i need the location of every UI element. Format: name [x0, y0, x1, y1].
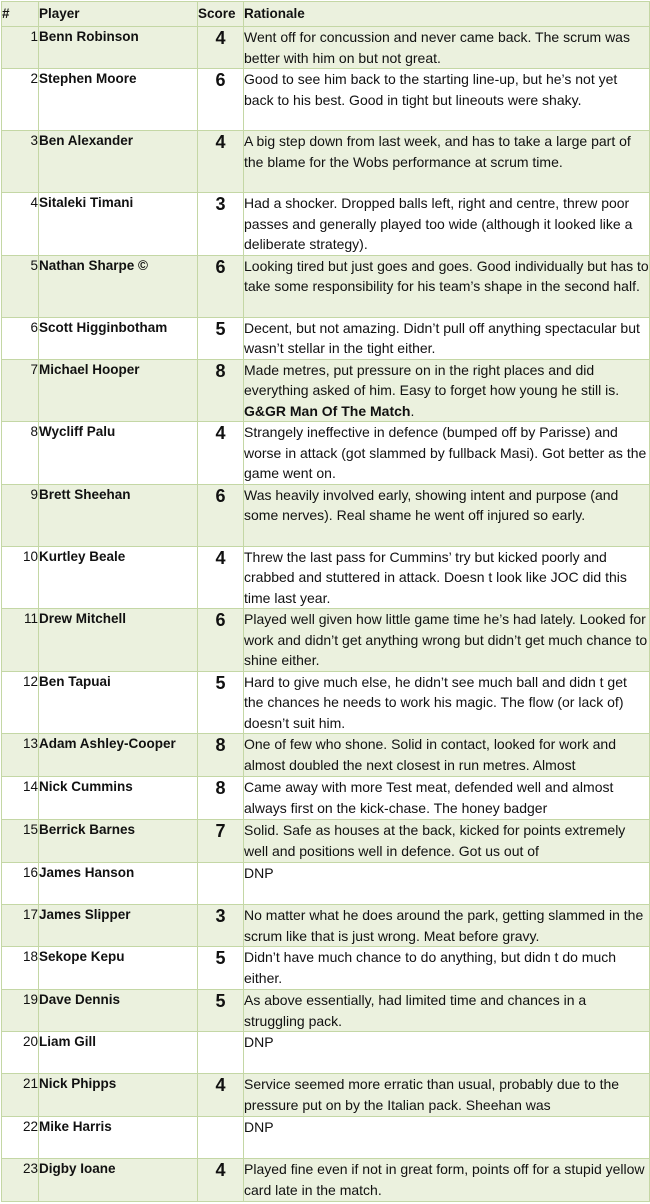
row-number: 9	[2, 484, 39, 546]
rationale-body: Strangely ineffective in defence (bumped off by Parisse) and worse in attack (got slammed by fullback Masi). Got better as the game went on.	[244, 424, 647, 481]
row-number: 7	[2, 359, 39, 422]
table-row	[2, 484, 650, 546]
row-number: 5	[2, 255, 39, 317]
table-row	[2, 1074, 650, 1117]
rationale-text	[244, 820, 650, 863]
player-name: Drew Mitchell	[39, 609, 198, 672]
rationale-body: Played well given how little game time he’s had lately. Looked for work and didn’t get anything wrong but didn’t get much chance to shine either.	[244, 611, 648, 668]
player-score: 5	[198, 671, 244, 734]
player-name: Kurtley Beale	[39, 546, 198, 609]
rationale-text	[244, 1159, 650, 1202]
rationale-text	[244, 546, 650, 609]
row-number: 19	[2, 990, 39, 1032]
table-row	[2, 546, 650, 609]
rationale-body: Made metres, put pressure on in the right places and did everything asked of him. Easy to forget how young he still is.	[244, 361, 620, 398]
row-number: 23	[2, 1159, 39, 1202]
player-name: Nick Cummins	[39, 777, 198, 820]
row-number: 16	[2, 863, 39, 905]
player-name: Adam Ashley-Cooper	[39, 734, 198, 777]
rationale-body: Solid. Safe as houses at the back, kicked for points extremely well and positions well in defence. Got us out of	[244, 822, 626, 859]
player-name: Digby Ioane	[39, 1159, 198, 1202]
player-name: Sekope Kepu	[39, 947, 198, 990]
column-header-rationale: Rationale	[244, 2, 650, 27]
player-score	[198, 1117, 244, 1159]
rationale-body: Hard to give much else, he didn’t see much ball and didn t get the chances he needs to work his magic. The flow (or lack of) doesn’t suit him.	[244, 673, 627, 731]
player-score: 5	[198, 317, 244, 359]
player-name: James Slipper	[39, 905, 198, 947]
rationale-text	[244, 863, 650, 905]
rationale-body: Had a shocker. Dropped balls left, right and centre, threw poor passes and generally played too wide (although it looked like a deliberate strategy).	[244, 195, 633, 252]
player-name: Stephen Moore	[39, 69, 198, 131]
rationale-text	[244, 609, 650, 672]
rationale-body: Was heavily involved early, showing intent and purpose (and some nerves). Real shame he went off injured so early.	[244, 486, 619, 523]
rationale-body: Threw the last pass for Cummins’ try but kicked poorly and crabbed and stuttered in attack. Doesn t look like JOC did this time last year.	[244, 548, 627, 606]
rationale-body: Didn’t have much chance to do anything, but didn t do much either.	[244, 949, 617, 986]
player-name: Scott Higginbotham	[39, 317, 198, 359]
player-name: Michael Hooper	[39, 359, 198, 422]
rationale-body: Decent, but not amazing. Didn’t pull off anything spectacular but wasn’t stellar in the tight either.	[244, 319, 640, 356]
player-name: Liam Gill	[39, 1032, 198, 1074]
player-name: Dave Dennis	[39, 990, 198, 1032]
table-row	[2, 27, 650, 69]
player-score: 5	[198, 947, 244, 990]
table-row	[2, 947, 650, 990]
rationale-body: DNP	[244, 1119, 274, 1135]
player-score: 7	[198, 820, 244, 863]
table-row	[2, 734, 650, 777]
rationale-body: Good to see him back to the starting line-up, but he’s not yet back to his best. Good in tight but lineouts were shaky.	[244, 71, 618, 108]
rationale-text	[244, 947, 650, 990]
header-row	[2, 2, 650, 27]
player-score: 3	[198, 905, 244, 947]
rationale-body: Service seemed more erratic than usual, probably due to the pressure put on by the Italian pack. Sheehan was	[244, 1076, 620, 1113]
player-score: 4	[198, 422, 244, 485]
player-name: Sitaleki Timani	[39, 193, 198, 256]
table-row	[2, 990, 650, 1032]
row-number: 10	[2, 546, 39, 609]
player-score: 3	[198, 193, 244, 256]
player-score: 4	[198, 546, 244, 609]
player-score: 5	[198, 990, 244, 1032]
table-row	[2, 1032, 650, 1074]
player-name: Mike Harris	[39, 1117, 198, 1159]
rationale-tail: .	[410, 402, 415, 419]
table-row	[2, 777, 650, 820]
player-name: Nick Phipps	[39, 1074, 198, 1117]
table-row	[2, 317, 650, 359]
row-number: 3	[2, 131, 39, 193]
player-name: Ben Tapuai	[39, 671, 198, 734]
player-name: Wycliff Palu	[39, 422, 198, 485]
rationale-body: As above essentially, had limited time and chances in a struggling pack.	[244, 992, 587, 1029]
rationale-body: DNP	[244, 1034, 274, 1050]
rationale-text	[244, 671, 650, 734]
table-row	[2, 1117, 650, 1159]
row-number: 22	[2, 1117, 39, 1159]
player-score: 4	[198, 1074, 244, 1117]
player-score: 4	[198, 27, 244, 69]
rationale-body: One of few who shone. Solid in contact, looked for work and almost doubled the next closest in run metres. Almost	[244, 736, 616, 773]
rationale-text	[244, 27, 650, 69]
row-number: 15	[2, 820, 39, 863]
player-score: 6	[198, 69, 244, 131]
player-score: 8	[198, 777, 244, 820]
rationale-text	[244, 777, 650, 820]
player-score: 8	[198, 359, 244, 422]
rationale-text	[244, 131, 650, 193]
rationale-text	[244, 990, 650, 1032]
column-header-player: Player	[39, 2, 198, 27]
rationale-text	[244, 317, 650, 359]
table-row	[2, 422, 650, 485]
rationale-text	[244, 905, 650, 947]
row-number: 13	[2, 734, 39, 777]
table-row	[2, 609, 650, 672]
row-number: 2	[2, 69, 39, 131]
table-row	[2, 863, 650, 905]
table-row	[2, 69, 650, 131]
table-row	[2, 255, 650, 317]
rationale-body: DNP	[244, 865, 274, 881]
player-score	[198, 1032, 244, 1074]
table-body	[2, 27, 650, 1202]
rationale-body: Played fine even if not in great form, points off for a stupid yellow card late in the match.	[244, 1161, 645, 1198]
row-number: 14	[2, 777, 39, 820]
rationale-body: No matter what he does around the park, getting slammed in the scrum like that is just wrong. Meat before gravy.	[244, 907, 644, 944]
rationale-text	[244, 359, 650, 422]
table-row	[2, 1159, 650, 1202]
row-number: 6	[2, 317, 39, 359]
player-name: Nathan Sharpe ©	[39, 255, 198, 317]
row-number: 1	[2, 27, 39, 69]
row-number: 12	[2, 671, 39, 734]
rationale-text	[244, 1117, 650, 1159]
rationale-text	[244, 255, 650, 317]
row-number: 8	[2, 422, 39, 485]
column-header-number: #	[2, 2, 39, 27]
table-row	[2, 359, 650, 422]
rationale-text	[244, 1074, 650, 1117]
row-number: 11	[2, 609, 39, 672]
rationale-text	[244, 69, 650, 131]
rationale-text	[244, 1032, 650, 1074]
rationale-text	[244, 484, 650, 546]
table-row	[2, 131, 650, 193]
player-name: Benn Robinson	[39, 27, 198, 69]
player-score: 6	[198, 255, 244, 317]
player-score	[198, 863, 244, 905]
player-score: 6	[198, 609, 244, 672]
row-number: 17	[2, 905, 39, 947]
player-name: James Hanson	[39, 863, 198, 905]
rationale-body: A big step down from last week, and has to take a large part of the blame for the Wobs performance at scrum time.	[244, 133, 631, 170]
man-of-the-match-label: G&GR Man Of The Match	[244, 402, 411, 419]
rationale-text	[244, 193, 650, 256]
row-number: 21	[2, 1074, 39, 1117]
player-score: 4	[198, 131, 244, 193]
rationale-body: Went off for concussion and never came back. The scrum was better with him on but not great.	[244, 29, 630, 66]
player-score: 8	[198, 734, 244, 777]
rationale-text	[244, 734, 650, 777]
table-row	[2, 193, 650, 256]
player-name: Ben Alexander	[39, 131, 198, 193]
row-number: 20	[2, 1032, 39, 1074]
row-number: 18	[2, 947, 39, 990]
rationale-text	[244, 422, 650, 485]
table-row	[2, 905, 650, 947]
player-score: 6	[198, 484, 244, 546]
row-number: 4	[2, 193, 39, 256]
rationale-body: Looking tired but just goes and goes. Good individually but has to take some responsibility for his team’s shape in the second half.	[244, 257, 649, 294]
rationale-body: Came away with more Test meat, defended well and almost always first on the kick-chase. The honey badger	[244, 779, 614, 816]
player-name: Brett Sheehan	[39, 484, 198, 546]
player-score: 4	[198, 1159, 244, 1202]
column-header-score: Score	[198, 2, 244, 27]
player-name: Berrick Barnes	[39, 820, 198, 863]
table-row	[2, 820, 650, 863]
player-ratings-table	[1, 1, 650, 1202]
table-row	[2, 671, 650, 734]
